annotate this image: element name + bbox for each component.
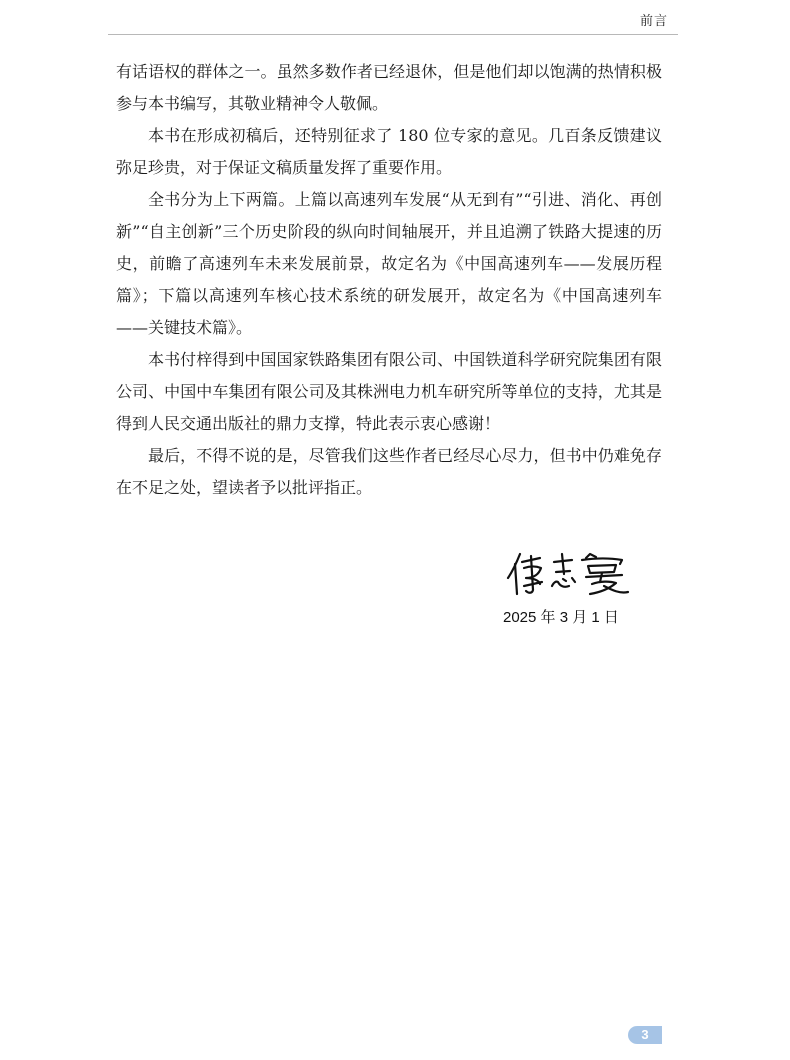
running-header-title: 前言 xyxy=(639,14,668,29)
paragraph-4: 本书付梓得到中国国家铁路集团有限公司、中国铁道科学研究院集团有限公司、中国中车集团有限公司及其株洲电力机车研究所等单位的支持，尤其是得到人民交通出版社的鼎力支撑，特此表示衷心感谢！ xyxy=(116,350,662,433)
paragraph-2: 本书在形成初稿后，还特别征求了 180 位专家的意见。几百条反馈建议弥足珍贵，对于保证文稿质量发挥了重要作用。 xyxy=(116,126,662,177)
paragraph-1: 有话语权的群体之一。虽然多数作者已经退休，但是他们却以饱满的热情积极参与本书编写，其敬业精神令人敬佩。 xyxy=(116,62,662,113)
paragraph-3: 全书分为上下两篇。上篇以高速列车发展“从无到有”“引进、消化、再创新”“自主创新”三个历史阶段的纵向时间轴展开，并且追溯了铁路大提速的历史，前瞻了高速列车未来发展前景，故定名为《中国高速列车——发展历程篇》；下篇以高速列车核心技术系统的研发展开，故定名为《中国高速列车——关键技术篇》。 xyxy=(116,190,662,337)
signature-block xyxy=(500,548,650,598)
signature-date: 2025 年 3 月 1 日 xyxy=(503,609,619,626)
page-number: 3 xyxy=(641,1027,649,1042)
handwritten-signature xyxy=(506,548,630,598)
header-divider xyxy=(108,34,678,35)
paragraph-5: 最后，不得不说的是，尽管我们这些作者已经尽心尽力，但书中仍难免存在不足之处，望读者予以批评指正。 xyxy=(116,446,662,497)
preface-body xyxy=(116,56,662,504)
